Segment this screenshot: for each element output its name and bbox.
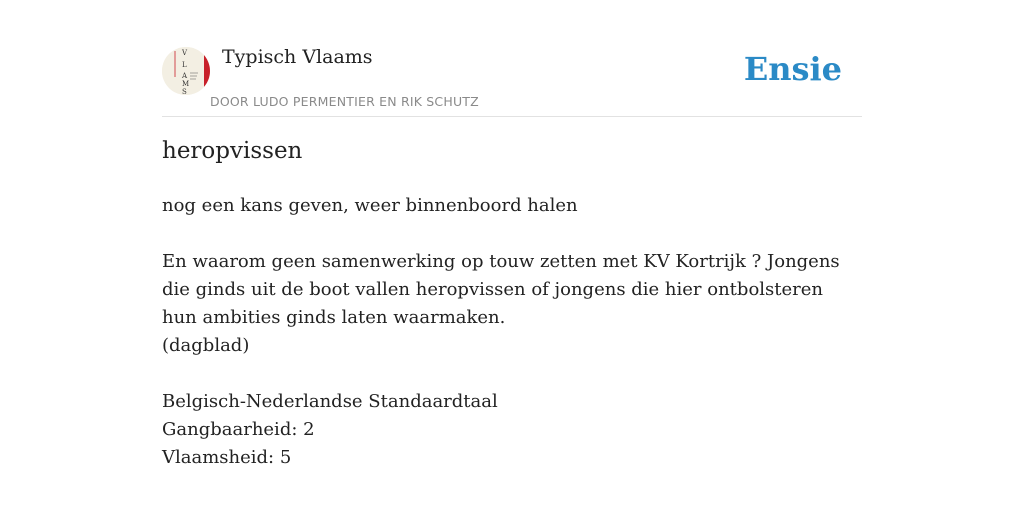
entry-body bbox=[162, 192, 852, 472]
entry-language: Belgisch-Nederlandse Standaardtaal bbox=[162, 391, 498, 412]
brand-logo[interactable]: Ensie bbox=[743, 50, 842, 88]
spacer bbox=[162, 220, 852, 248]
svg-text:A: A bbox=[182, 72, 188, 80]
entry-gangbaarheid: Gangbaarheid: 2 bbox=[162, 419, 315, 440]
svg-text:V: V bbox=[182, 49, 188, 57]
book-cover-avatar[interactable] bbox=[162, 47, 210, 95]
entry-term: heropvissen bbox=[162, 138, 303, 164]
entry-definition: nog een kans geven, weer binnenboord halen bbox=[162, 195, 578, 216]
header bbox=[162, 40, 862, 117]
entry-example: En waarom geen samenwerking op touw zetten met KV Kortrijk ? Jongens die ginds uit de boot vallen heropvissen of jongens die hier ontbolsteren hun ambities ginds laten waarmaken. bbox=[162, 251, 840, 328]
authors-byline: DOOR LUDO PERMENTIER EN RIK SCHUTZ bbox=[210, 94, 479, 109]
svg-text:M: M bbox=[182, 80, 190, 88]
spacer bbox=[162, 360, 852, 388]
svg-text:L: L bbox=[182, 61, 187, 69]
book-title[interactable]: Typisch Vlaams bbox=[222, 46, 373, 68]
book-cover-vlaams-icon bbox=[162, 47, 210, 95]
entry-source: (dagblad) bbox=[162, 335, 250, 356]
svg-text:S: S bbox=[182, 88, 187, 95]
entry-vlaamsheid: Vlaamsheid: 5 bbox=[162, 447, 292, 468]
